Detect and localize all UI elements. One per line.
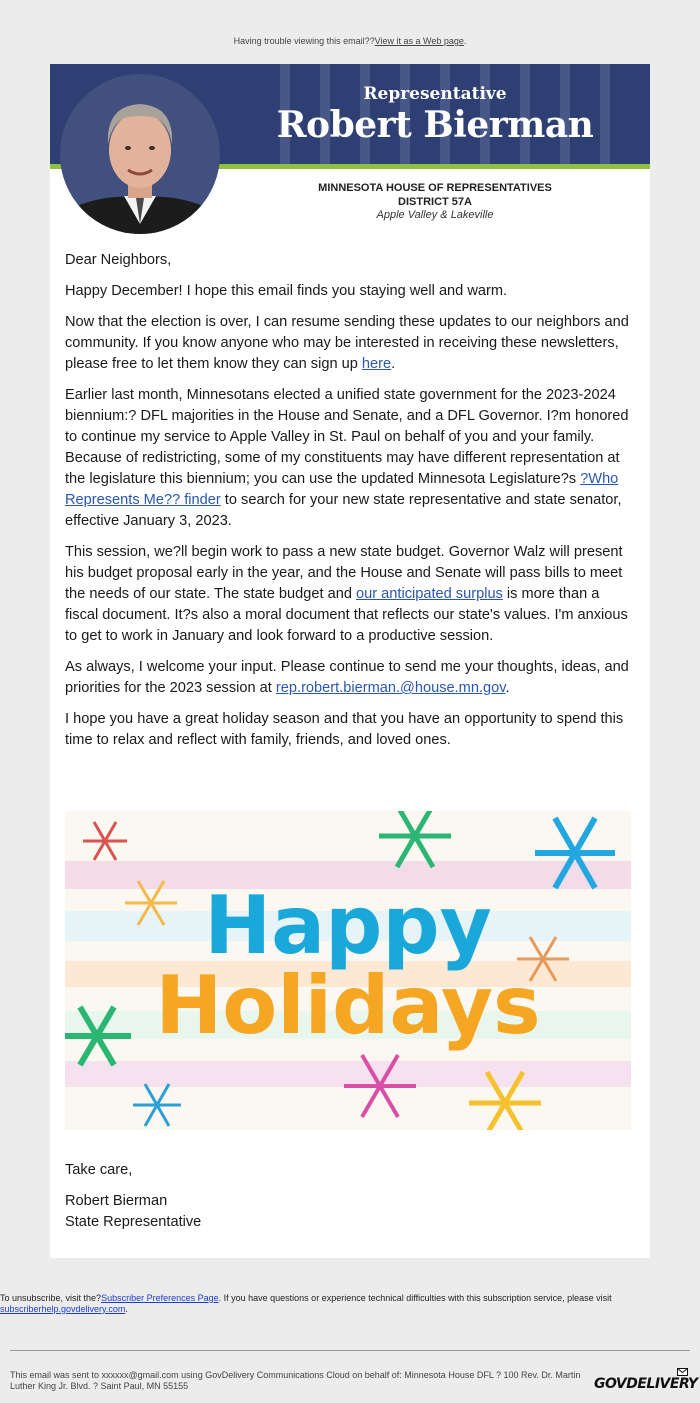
signer-name: Robert Bierman [65,1193,168,1209]
view-web-page-link[interactable]: View it as a Web page [374,36,464,46]
signature [65,1191,635,1233]
happy-holidays-image [65,811,631,1130]
footer-divider [10,1350,690,1351]
chamber-district [250,181,620,209]
closing: Take care, [65,1162,133,1178]
trouble-viewing-text: Having trouble viewing this email?? [233,36,375,46]
paragraph-3: Earlier last month, Minnesotans elected a unified state government for the 2023-2024 biennium:? DFL majorities in the House and Senate, and a DFL Governor. I?m honored to continue my service to Apple Valley in St. Paul on behalf of you and your family. Because of redistricting, some of my constituents may have different representation at the legislature this biennium; you can use the updated Minnesota Legislature?s ?Who Represents Me?? finder to search for your new state representative and state senator, effective January 3, 2023. [65,387,629,529]
representative-name: Robert Bierman [276,104,594,146]
paragraph-5: As always, I welcome your input. Please continue to send me your thoughts, ideas, and priorities for the 2023 session at rep.robert.bierman.@house.mn.gov. [65,659,629,696]
subscriber-help-link[interactable]: subscriberhelp.govdelivery.com [0,1304,126,1314]
who-represents-me-link[interactable]: ?Who Represents Me?? finder [65,471,619,508]
newsletter-body [65,250,635,761]
paragraph-1: Happy December! I hope this email finds you staying well and warm. [65,283,508,299]
signoff [65,1160,635,1233]
representative-label: Representative [363,84,507,104]
email-link[interactable]: rep.robert.bierman.@house.mn.gov [275,680,506,696]
govdelivery-logo[interactable]: GOVDELIVERY [594,1376,698,1392]
paragraph-4: This session, we?ll begin work to pass a new state budget. Governor Walz will present his budget proposal early in the year, and the House and Senate will pass bills to meet the needs of our state. The state budget and our anticipated surplus is more than a fiscal document. It?s also a moral document that reflects our state's values. I'm anxious to get to work in January and look forward to a productive session. [65,544,628,644]
district-area: Apple Valley & Lakeville [376,209,494,221]
unsubscribe-footer: To unsubscribe, visit the?Subscriber Preferences Page. If you have questions or experience technical difficulties with this subscription service, please visit subscriberhelp.govdelivery.com. [0,1293,612,1314]
happy-text: Happy [204,879,492,972]
district-label: DISTRICT 57A [398,196,472,208]
anticipated-surplus-link[interactable]: our anticipated surplus [356,586,503,602]
paragraph-2: Now that the election is over, I can resume sending these updates to our neighbors and community. If you know anyone who may be interested in receiving these newsletters, please free to let them know they can sign up here. [65,314,629,372]
signer-title: State Representative [65,1214,202,1230]
subscriber-preferences-link[interactable]: Subscriber Preferences Page [101,1293,219,1303]
signup-here-link[interactable]: here [361,356,392,372]
sent-notice: This email was sent to xxxxxx@gmail.com using GovDelivery Communications Cloud on behalf of: Minnesota House DFL ? 100 Rev. Dr. Martin Luther King Jr. Blvd. ? Saint Paul, MN 55155 [10,1370,581,1391]
paragraph-6: I hope you have a great holiday season and that you have an opportunity to spend this time to relax and reflect with family, friends, and loved ones. [65,711,624,748]
chamber-name: MINNESOTA HOUSE OF REPRESENTATIVES [318,182,552,194]
view-online-bar: Having trouble viewing this email??View it as a Web page. [233,36,467,46]
envelope-icon [677,1368,688,1376]
representative-photo [60,74,220,234]
greeting: Dear Neighbors, [65,252,172,268]
holidays-text: Holidays [155,959,541,1052]
